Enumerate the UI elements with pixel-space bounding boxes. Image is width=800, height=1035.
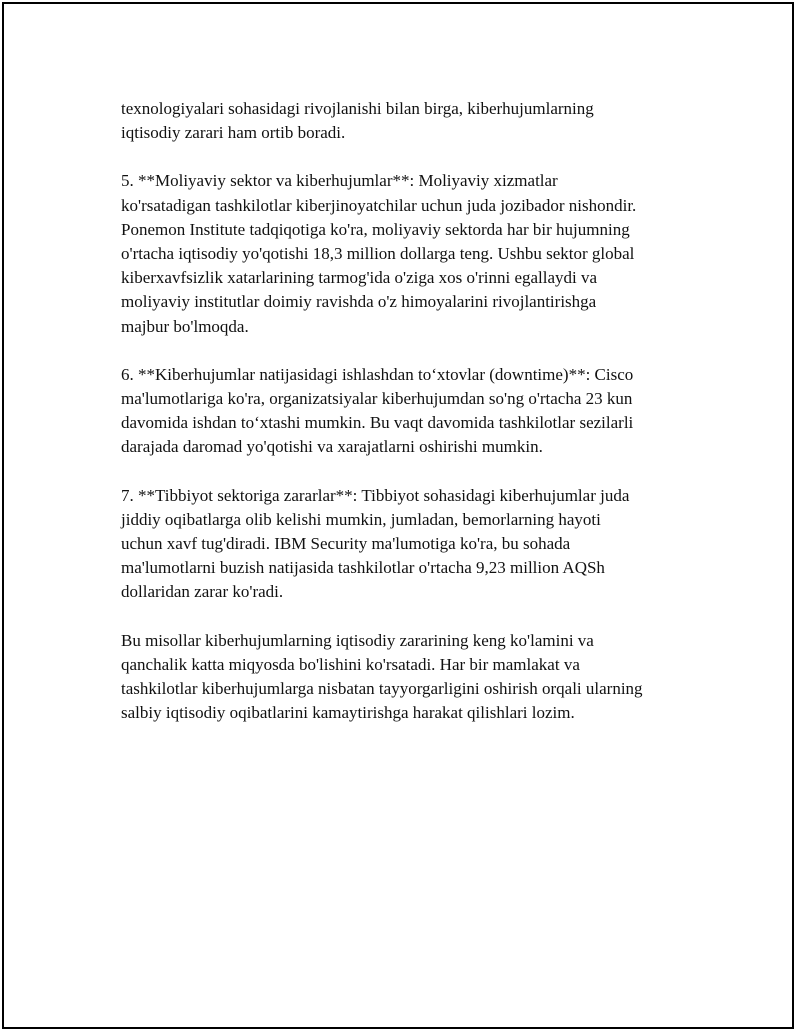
page-frame bbox=[2, 2, 794, 1029]
paragraph-financial-sector: 5. **Moliyaviy sektor va kiberhujumlar**: Moliyaviy xizmatlar ko'rsatadigan tashkilotlar kiberjinoyatchilar uchun juda jozibador nishondir. Ponemon Institute tadqiqotiga ko'ra, moliyaviy sektorda har bir hujumning o'rtacha iqtisodiy yo'qotishi 18,3 million dollarga teng. Ushbu sektor global kiberxavfsizlik xatarlarining tarmog'ida o'ziga xos o'rinni egallaydi va moliyaviy institutlar doimiy ravishda o'z himoyalarini rivojlantirishga majbur bo'lmoqda. bbox=[121, 171, 637, 336]
paragraph-healthcare-sector: 7. **Tibbiyot sektoriga zararlar**: Tibbiyot sohasidagi kiberhujumlar juda jiddiy oqibatlarga olib kelishi mumkin, jumladan, bemorlarning hayoti uchun xavf tug'diradi. IBM Security ma'lumotiga ko'ra, bu sohada ma'lumotlarni buzish natijasida tashkilotlar o'rtacha 9,23 million AQSh dollaridan zarar ko'radi. bbox=[121, 485, 630, 602]
paragraph-intro-continuation: texnologiyalari sohasidagi rivojlanishi bilan birga, kiberhujumlarning iqtisodiy zarari ham ortib boradi. bbox=[121, 99, 594, 143]
paragraph-conclusion: Bu misollar kiberhujumlarning iqtisodiy zararining keng ko'lamini va qanchalik katta miqyosda bo'lishini ko'rsatadi. Har bir mamlakat va tashkilotlar kiberhujumlarga nisbatan tayyorgarligini oshirish orqali ularning salbiy iqtisodiy oqibatlarini kamaytirishga harakat qilishlari lozim. bbox=[121, 630, 643, 723]
paragraph-downtime: 6. **Kiberhujumlar natijasidagi ishlashdan to‘xtovlar (downtime)**: Cisco ma'lumotlariga ko'ra, organizatsiyalar kiberhujumdan so'ng o'rtacha 23 kun davomida ishdan to‘xtashi mumkin. Bu vaqt davomida tashkilotlar sezilarli darajada daromad yo'qotishi va xarajatlarni oshirishi mumkin. bbox=[121, 364, 634, 457]
document-body bbox=[121, 97, 721, 749]
